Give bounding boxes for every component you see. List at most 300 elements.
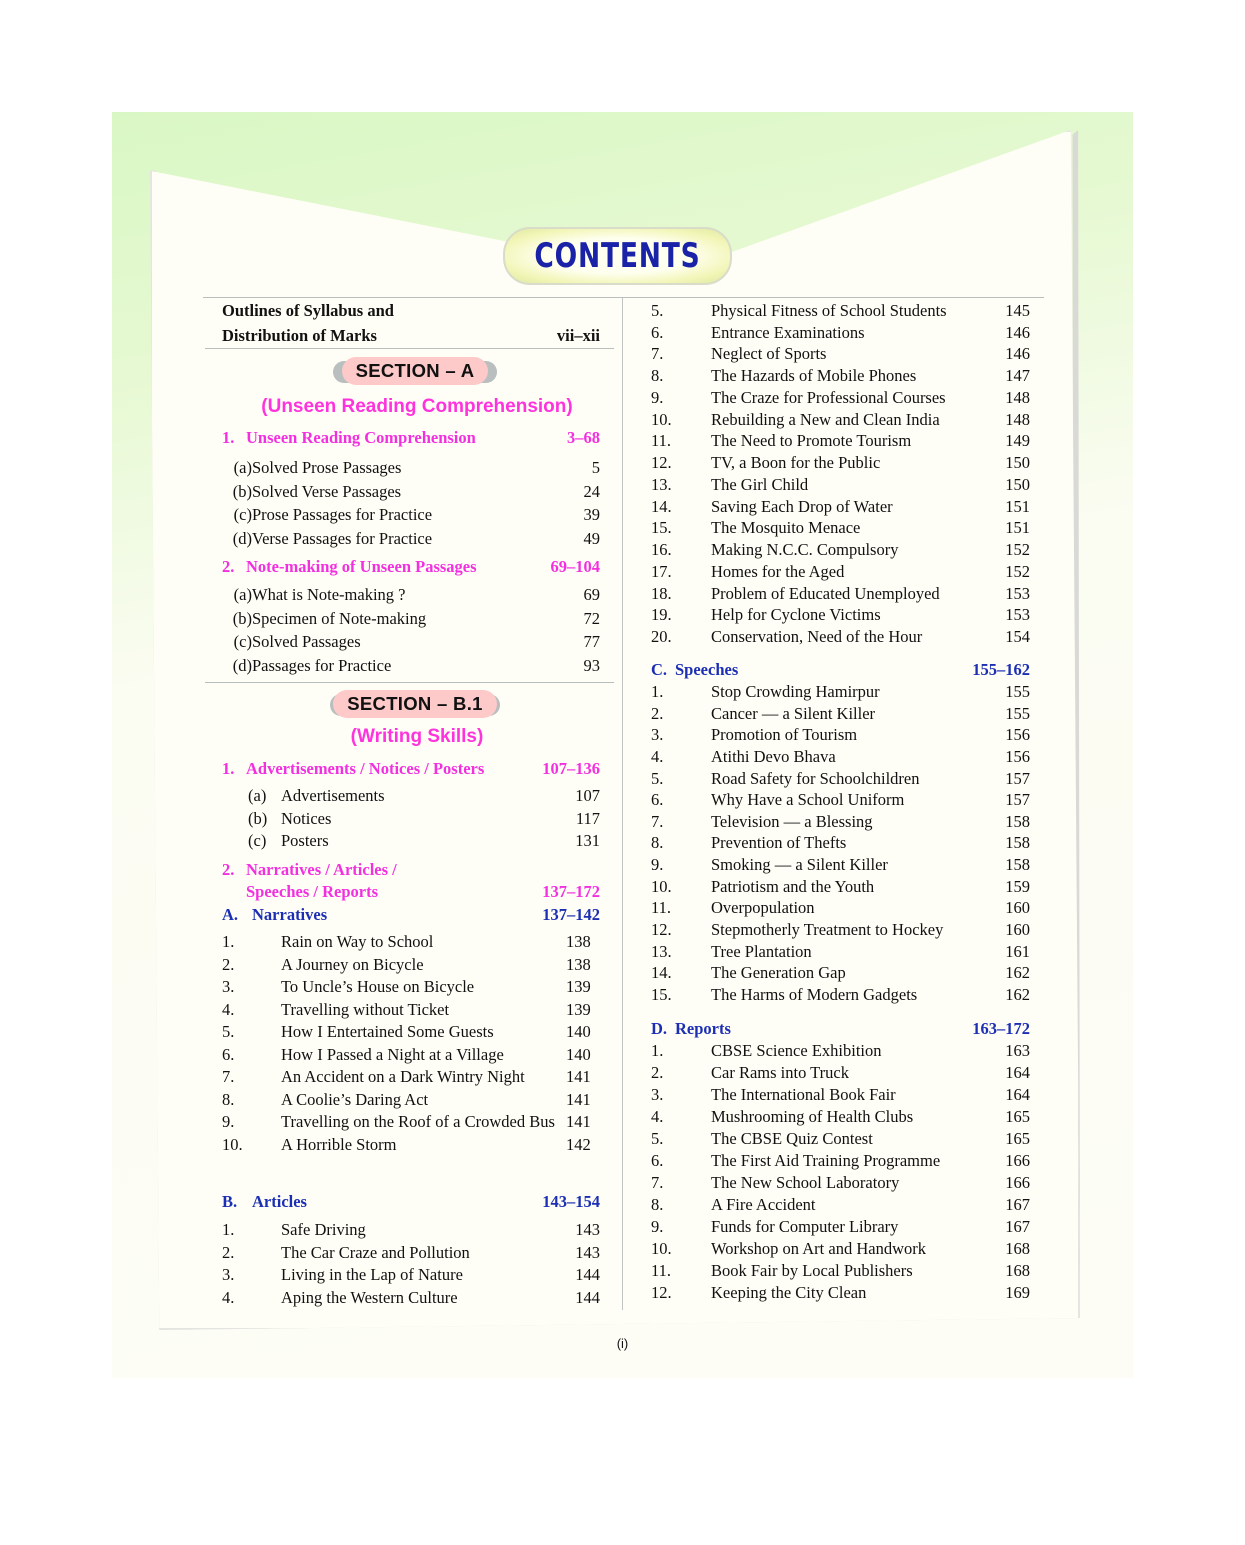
entry-title: TV, a Boon for the Public bbox=[711, 453, 881, 473]
entry-page: 49 bbox=[583, 529, 600, 549]
toc-entry[interactable] bbox=[222, 456, 600, 480]
toc-entry[interactable] bbox=[651, 343, 1030, 365]
toc-entry[interactable] bbox=[651, 1150, 1030, 1172]
entry-title: Help for Cyclone Victims bbox=[711, 605, 881, 625]
toc-entry[interactable] bbox=[222, 1219, 600, 1242]
entry-number: 18. bbox=[651, 583, 672, 603]
section-b-list-1 bbox=[248, 785, 600, 853]
toc-entry[interactable] bbox=[651, 430, 1030, 452]
section-a-heading-2[interactable] bbox=[222, 555, 600, 579]
heading-pages: 155–162 bbox=[972, 660, 1030, 679]
section-a-heading-1[interactable] bbox=[222, 426, 600, 450]
entry-page: 169 bbox=[1005, 1283, 1030, 1302]
toc-entry[interactable] bbox=[651, 387, 1030, 409]
heading-number: 2. bbox=[222, 860, 235, 879]
entry-page: 154 bbox=[1005, 627, 1030, 647]
section-a-list-2 bbox=[222, 583, 600, 678]
toc-entry[interactable] bbox=[651, 1260, 1030, 1282]
toc-entry[interactable] bbox=[222, 1134, 600, 1157]
section-b-badge bbox=[330, 690, 500, 718]
toc-entry[interactable] bbox=[651, 300, 1030, 322]
heading-row bbox=[651, 659, 1030, 681]
entry-title: Solved Passages bbox=[252, 632, 361, 652]
entry-page: 139 bbox=[566, 999, 591, 1019]
toc-entry[interactable] bbox=[222, 1111, 600, 1134]
entry-page: 150 bbox=[1005, 453, 1030, 473]
entry-number: 1. bbox=[222, 932, 235, 951]
entry-number: 3. bbox=[651, 1085, 664, 1104]
entry-number: 4. bbox=[222, 999, 235, 1019]
toc-entry[interactable] bbox=[222, 931, 600, 954]
entry-page: 138 bbox=[566, 932, 591, 951]
entry-title: Keeping the City Clean bbox=[711, 1283, 867, 1302]
entry-title: Safe Driving bbox=[281, 1220, 366, 1239]
entry-title: Problem of Educated Unemployed bbox=[711, 583, 940, 603]
entry-title: Workshop on Art and Handwork bbox=[711, 1239, 926, 1258]
toc-entry[interactable] bbox=[222, 480, 600, 504]
toc-entry[interactable] bbox=[222, 503, 600, 527]
entry-number: 2. bbox=[651, 1063, 664, 1082]
entry-number: 7. bbox=[651, 811, 664, 831]
heading-title: Narratives bbox=[252, 905, 328, 924]
entry-title: Verse Passages for Practice bbox=[252, 529, 433, 549]
entry-page: 145 bbox=[1005, 301, 1030, 320]
toc-entry[interactable] bbox=[651, 768, 1030, 790]
heading-line2: Speeches / Reports bbox=[246, 882, 378, 901]
toc-entry[interactable] bbox=[222, 976, 600, 999]
entry-number: 10. bbox=[651, 1239, 672, 1258]
divider bbox=[205, 682, 614, 683]
entry-title: Tree Plantation bbox=[711, 941, 812, 961]
heading-number: 1. bbox=[222, 428, 235, 447]
heading-number: A. bbox=[222, 905, 239, 924]
entry-page: 69 bbox=[583, 585, 600, 604]
toc-entry[interactable] bbox=[651, 1172, 1030, 1194]
entry-number: (a) bbox=[233, 458, 252, 477]
heading-pages: 107–136 bbox=[542, 759, 600, 778]
toc-entry[interactable] bbox=[651, 365, 1030, 387]
entry-page: 140 bbox=[566, 1022, 591, 1041]
entry-number: 16. bbox=[651, 540, 672, 560]
entry-page: 151 bbox=[1005, 518, 1030, 538]
contents-title-badge bbox=[503, 227, 732, 285]
entry-title: Travelling without Ticket bbox=[281, 999, 450, 1019]
toc-entry[interactable] bbox=[651, 703, 1030, 725]
entry-page: 142 bbox=[566, 1134, 591, 1154]
heading-number: 2. bbox=[222, 557, 235, 576]
entry-title: Specimen of Note-making bbox=[252, 608, 427, 628]
toc-entry[interactable] bbox=[222, 1089, 600, 1112]
entry-number: 4. bbox=[651, 1107, 664, 1126]
section-a-label: SECTION – A bbox=[342, 357, 489, 385]
entry-page: 158 bbox=[1005, 833, 1030, 853]
entry-page: 166 bbox=[1005, 1151, 1030, 1170]
entry-number: 8. bbox=[222, 1089, 235, 1109]
entry-title: Passages for Practice bbox=[252, 656, 392, 676]
heading-row bbox=[222, 426, 600, 450]
heading-pages: 163–172 bbox=[972, 1019, 1030, 1038]
entry-title: The Car Craze and Pollution bbox=[281, 1242, 470, 1262]
entry-page: 160 bbox=[1005, 898, 1030, 918]
entry-title: The Generation Gap bbox=[711, 963, 846, 983]
entry-page: 162 bbox=[1005, 963, 1030, 983]
toc-entry[interactable] bbox=[222, 630, 600, 654]
entry-number: 10. bbox=[651, 409, 672, 429]
entry-page: 146 bbox=[1005, 344, 1030, 364]
articles-list-left bbox=[222, 1219, 600, 1310]
toc-entry[interactable] bbox=[651, 962, 1030, 984]
toc-entry[interactable] bbox=[651, 1128, 1030, 1150]
entry-number: (b) bbox=[248, 808, 268, 828]
entry-number: 7. bbox=[651, 1173, 664, 1192]
entry-title: To Uncle’s House on Bicycle bbox=[281, 977, 475, 996]
heading-number: D. bbox=[651, 1019, 668, 1038]
toc-entry[interactable] bbox=[222, 1066, 600, 1089]
entry-number: 9. bbox=[651, 855, 664, 875]
entry-number: (c) bbox=[233, 632, 252, 652]
entry-number: 9. bbox=[651, 387, 664, 407]
entry-title: How I Passed a Night at a Village bbox=[281, 1044, 504, 1064]
entry-title: Neglect of Sports bbox=[711, 344, 827, 364]
entry-title: Book Fair by Local Publishers bbox=[711, 1261, 913, 1280]
toc-entry[interactable] bbox=[651, 1238, 1030, 1260]
entry-title: Atithi Devo Bhava bbox=[711, 746, 836, 766]
narratives-list bbox=[222, 931, 600, 1156]
entry-title: The New School Laboratory bbox=[711, 1173, 900, 1192]
toc-entry[interactable] bbox=[222, 1242, 600, 1265]
entry-page: 146 bbox=[1005, 322, 1030, 342]
toc-entry[interactable] bbox=[651, 409, 1030, 431]
section-b-heading-2[interactable] bbox=[222, 859, 600, 903]
entry-number: 7. bbox=[222, 1067, 235, 1086]
toc-entry[interactable] bbox=[651, 681, 1030, 703]
entry-number: 1. bbox=[651, 682, 664, 701]
entry-title: Solved Prose Passages bbox=[252, 458, 402, 477]
entry-page: 167 bbox=[1005, 1195, 1030, 1214]
entry-number: 6. bbox=[222, 1044, 235, 1064]
outlines-entry[interactable] bbox=[222, 298, 600, 348]
toc-entry[interactable] bbox=[222, 654, 600, 678]
entry-title: Promotion of Tourism bbox=[711, 725, 858, 745]
section-a-list-1 bbox=[222, 456, 600, 551]
entry-number: 11. bbox=[651, 431, 672, 451]
entry-page: 156 bbox=[1005, 746, 1030, 766]
heading-pages: 69–104 bbox=[550, 557, 600, 576]
entry-page: 155 bbox=[1005, 703, 1030, 723]
entry-number: 14. bbox=[651, 496, 672, 516]
entry-title: The First Aid Training Programme bbox=[711, 1151, 941, 1170]
toc-entry[interactable] bbox=[222, 954, 600, 977]
entry-page: 77 bbox=[583, 632, 600, 652]
section-a-subtitle: (Unseen Reading Comprehension) bbox=[261, 396, 573, 417]
heading-row bbox=[651, 1018, 1030, 1040]
entry-number: 6. bbox=[651, 322, 664, 342]
toc-entry[interactable] bbox=[222, 1287, 600, 1310]
toc-entry[interactable] bbox=[651, 604, 1030, 626]
heading-row bbox=[222, 904, 600, 926]
entry-title: Travelling on the Roof of a Crowded Bus bbox=[281, 1112, 555, 1131]
entry-number: 9. bbox=[222, 1112, 235, 1131]
entry-number: (c) bbox=[248, 831, 267, 850]
toc-entry[interactable] bbox=[651, 832, 1030, 854]
toc-entry[interactable] bbox=[248, 808, 600, 831]
entry-page: 141 bbox=[566, 1112, 591, 1131]
entry-number: 17. bbox=[651, 561, 672, 581]
entry-title: Aping the Western Culture bbox=[281, 1288, 458, 1308]
entry-page: 155 bbox=[1005, 682, 1030, 701]
entry-number: 13. bbox=[651, 941, 672, 961]
contents-title: CONTENTS bbox=[534, 236, 701, 276]
toc-entry[interactable] bbox=[651, 322, 1030, 344]
entry-number: 14. bbox=[651, 963, 672, 983]
toc-entry[interactable] bbox=[222, 1021, 600, 1044]
entry-title: Mushrooming of Health Clubs bbox=[711, 1107, 914, 1126]
entry-number: 15. bbox=[651, 518, 672, 538]
entry-number: 7. bbox=[651, 344, 664, 364]
heading-pages: 137–142 bbox=[542, 905, 600, 924]
entry-page: 5 bbox=[591, 458, 600, 477]
toc-entry[interactable] bbox=[651, 1062, 1030, 1084]
entry-number: (a) bbox=[248, 786, 267, 805]
toc-entry[interactable] bbox=[651, 517, 1030, 539]
entry-title: Funds for Computer Library bbox=[711, 1217, 899, 1236]
entry-title: Prevention of Thefts bbox=[711, 833, 847, 853]
toc-entry[interactable] bbox=[651, 1040, 1030, 1062]
entry-page: 158 bbox=[1005, 811, 1030, 831]
entry-page: 144 bbox=[575, 1265, 600, 1285]
entry-page: 72 bbox=[583, 608, 600, 628]
entry-title: Rebuilding a New and Clean India bbox=[711, 409, 940, 429]
toc-entry[interactable] bbox=[651, 724, 1030, 746]
entry-title: Rain on Way to School bbox=[281, 932, 434, 951]
heading-title: Speeches bbox=[675, 660, 739, 679]
column-divider bbox=[622, 298, 623, 1310]
heading-title: Advertisements / Notices / Posters bbox=[246, 759, 485, 778]
section-b-subtitle: (Writing Skills) bbox=[350, 726, 484, 747]
entry-page: 157 bbox=[1005, 790, 1030, 810]
heading-row bbox=[222, 757, 600, 781]
entry-title: Homes for the Aged bbox=[711, 561, 845, 581]
toc-entry[interactable] bbox=[222, 1264, 600, 1287]
entry-number: 1. bbox=[651, 1041, 664, 1060]
entry-page: 140 bbox=[566, 1044, 591, 1064]
entry-page: 149 bbox=[1005, 431, 1030, 451]
entry-page: 156 bbox=[1005, 725, 1030, 745]
toc-entry[interactable] bbox=[222, 583, 600, 607]
entry-title: What is Note-making ? bbox=[252, 585, 406, 604]
entry-title: Television — a Blessing bbox=[711, 811, 873, 831]
entry-page: 107 bbox=[575, 786, 600, 805]
entry-page: 143 bbox=[575, 1220, 600, 1239]
reports-list bbox=[651, 1040, 1030, 1304]
heading-pages: 3–68 bbox=[567, 428, 600, 447]
toc-entry[interactable] bbox=[651, 496, 1030, 518]
entry-title: Car Rams into Truck bbox=[711, 1063, 849, 1082]
entry-title: The International Book Fair bbox=[711, 1085, 896, 1104]
toc-entry[interactable] bbox=[651, 583, 1030, 605]
entry-page: 160 bbox=[1005, 920, 1030, 940]
heading-pages: 143–154 bbox=[542, 1192, 600, 1211]
entry-title: Physical Fitness of School Students bbox=[711, 301, 947, 320]
toc-entry[interactable] bbox=[222, 999, 600, 1022]
toc-entry[interactable] bbox=[651, 789, 1030, 811]
toc-entry[interactable] bbox=[651, 561, 1030, 583]
outlines-line2: Distribution of Marks bbox=[222, 326, 377, 345]
entry-number: (b) bbox=[232, 481, 252, 501]
heading-number: C. bbox=[651, 660, 668, 679]
entry-page: 163 bbox=[1005, 1041, 1030, 1060]
entry-number: 1. bbox=[222, 1220, 235, 1239]
toc-entry[interactable] bbox=[651, 1282, 1030, 1304]
entry-number: (d) bbox=[232, 529, 252, 549]
entry-title: Stop Crowding Hamirpur bbox=[711, 682, 880, 701]
toc-entry[interactable] bbox=[651, 941, 1030, 963]
entry-page: 148 bbox=[1005, 409, 1030, 429]
entry-title: Advertisements bbox=[281, 786, 385, 805]
heading-line1: Narratives / Articles / bbox=[246, 860, 397, 879]
toc-entry[interactable] bbox=[651, 1106, 1030, 1128]
entry-number: 11. bbox=[651, 1261, 672, 1280]
toc-entry[interactable] bbox=[222, 607, 600, 631]
entry-page: 158 bbox=[1005, 855, 1030, 875]
entry-number: 20. bbox=[651, 627, 672, 647]
outlines-line1: Outlines of Syllabus and bbox=[222, 301, 394, 320]
entry-page: 24 bbox=[583, 481, 600, 501]
entry-page: 168 bbox=[1005, 1239, 1030, 1258]
outlines-pages: vii–xii bbox=[556, 326, 600, 345]
entry-number: 12. bbox=[651, 920, 672, 940]
narratives-heading[interactable] bbox=[222, 904, 600, 926]
toc-entry[interactable] bbox=[651, 876, 1030, 898]
entry-title: Smoking — a Silent Killer bbox=[711, 855, 888, 875]
entry-title: A Coolie’s Daring Act bbox=[281, 1089, 429, 1109]
heading-row bbox=[222, 1191, 600, 1213]
entry-page: 141 bbox=[566, 1089, 591, 1109]
entry-title: Road Safety for Schoolchildren bbox=[711, 768, 920, 788]
entry-page: 152 bbox=[1005, 561, 1030, 581]
reports-heading[interactable] bbox=[651, 1018, 1030, 1040]
entry-number: 12. bbox=[651, 453, 672, 473]
toc-entry[interactable] bbox=[651, 626, 1030, 648]
entry-page: 164 bbox=[1005, 1085, 1030, 1104]
articles-list-right bbox=[651, 300, 1030, 648]
entry-page: 166 bbox=[1005, 1173, 1030, 1192]
entry-title: Solved Verse Passages bbox=[252, 481, 402, 501]
articles-heading[interactable] bbox=[222, 1191, 600, 1213]
section-b-label: SECTION – B.1 bbox=[333, 690, 497, 718]
toc-entry[interactable] bbox=[651, 746, 1030, 768]
entry-page: 143 bbox=[575, 1242, 600, 1262]
entry-number: 9. bbox=[651, 1217, 664, 1236]
entry-title: Stepmotherly Treatment to Hockey bbox=[711, 920, 944, 940]
entry-page: 162 bbox=[1005, 984, 1030, 1004]
entry-page: 159 bbox=[1005, 876, 1030, 896]
entry-number: 3. bbox=[222, 977, 235, 996]
entry-title: Cancer — a Silent Killer bbox=[711, 703, 876, 723]
entry-title: Prose Passages for Practice bbox=[252, 505, 433, 525]
entry-page: 151 bbox=[1005, 496, 1030, 516]
entry-title: Posters bbox=[281, 831, 329, 850]
toc-entry[interactable] bbox=[222, 1044, 600, 1067]
entry-page: 117 bbox=[575, 808, 600, 828]
entry-number: 12. bbox=[651, 1283, 672, 1302]
entry-title: Entrance Examinations bbox=[711, 322, 865, 342]
speeches-heading[interactable] bbox=[651, 659, 1030, 681]
entry-number: (b) bbox=[232, 608, 252, 628]
entry-page: 152 bbox=[1005, 540, 1030, 560]
toc-entry[interactable] bbox=[651, 1194, 1030, 1216]
toc-entry[interactable] bbox=[651, 897, 1030, 919]
entry-number: 5. bbox=[651, 301, 664, 320]
divider bbox=[205, 348, 614, 349]
toc-entry[interactable] bbox=[651, 854, 1030, 876]
entry-title: Overpopulation bbox=[711, 898, 815, 918]
toc-entry[interactable] bbox=[651, 452, 1030, 474]
toc-entry[interactable] bbox=[651, 474, 1030, 496]
entry-title: The Mosquito Menace bbox=[711, 518, 861, 538]
toc-entry[interactable] bbox=[651, 539, 1030, 561]
section-b-heading-1[interactable] bbox=[222, 757, 600, 781]
entry-number: 6. bbox=[651, 790, 664, 810]
entry-page: 168 bbox=[1005, 1261, 1030, 1280]
entry-number: (a) bbox=[233, 585, 252, 604]
entry-number: 11. bbox=[651, 898, 672, 918]
entry-page: 164 bbox=[1005, 1063, 1030, 1082]
entry-title: The Harms of Modern Gadgets bbox=[711, 984, 918, 1004]
entry-page: 157 bbox=[1005, 768, 1030, 788]
entry-number: 4. bbox=[222, 1288, 235, 1308]
entry-page: 153 bbox=[1005, 605, 1030, 625]
entry-page: 148 bbox=[1005, 387, 1030, 407]
entry-title: An Accident on a Dark Wintry Night bbox=[281, 1067, 525, 1086]
entry-page: 150 bbox=[1005, 474, 1030, 494]
entry-title: Conservation, Need of the Hour bbox=[711, 627, 923, 647]
entry-number: 8. bbox=[651, 833, 664, 853]
entry-page: 138 bbox=[566, 954, 591, 974]
heading-row bbox=[222, 555, 600, 579]
toc-entry[interactable] bbox=[651, 1084, 1030, 1106]
entry-page: 161 bbox=[1005, 941, 1030, 961]
entry-title: The CBSE Quiz Contest bbox=[711, 1129, 873, 1148]
toc-entry[interactable] bbox=[248, 785, 600, 808]
entry-number: 3. bbox=[651, 725, 664, 745]
entry-number: 8. bbox=[651, 1195, 664, 1214]
entry-number: 5. bbox=[651, 768, 664, 788]
entry-number: (c) bbox=[233, 505, 252, 525]
entry-number: 4. bbox=[651, 746, 664, 766]
entry-number: 13. bbox=[651, 474, 672, 494]
section-a-badge bbox=[333, 357, 497, 385]
entry-title: Saving Each Drop of Water bbox=[711, 496, 893, 516]
heading-title: Note-making of Unseen Passages bbox=[246, 557, 477, 576]
entry-number: 8. bbox=[651, 366, 664, 386]
toc-entry[interactable] bbox=[651, 919, 1030, 941]
entry-number: 6. bbox=[651, 1151, 664, 1170]
heading-number: 1. bbox=[222, 759, 235, 778]
entry-title: Patriotism and the Youth bbox=[711, 876, 875, 896]
entry-number: 10. bbox=[222, 1134, 243, 1154]
toc-entry[interactable] bbox=[651, 811, 1030, 833]
toc-entry[interactable] bbox=[651, 1216, 1030, 1238]
entry-title: Why Have a School Uniform bbox=[711, 790, 905, 810]
entry-number: 10. bbox=[651, 876, 672, 896]
entry-title: A Journey on Bicycle bbox=[281, 954, 424, 974]
toc-entry[interactable] bbox=[248, 830, 600, 853]
entry-title: A Fire Accident bbox=[711, 1195, 816, 1214]
heading-title: Unseen Reading Comprehension bbox=[246, 428, 476, 447]
toc-entry[interactable] bbox=[651, 984, 1030, 1006]
toc-entry[interactable] bbox=[222, 527, 600, 551]
